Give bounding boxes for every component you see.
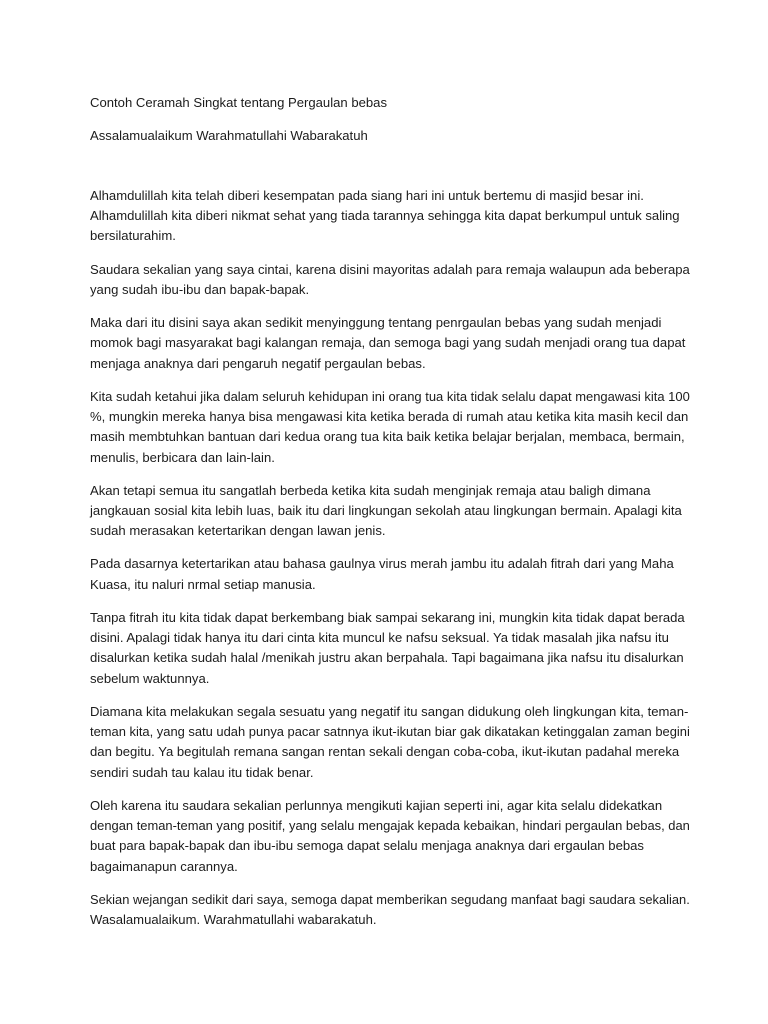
paragraph-line: jangkauan sosial kita lebih luas, baik itu dari lingkungan sekolah atau lingkungan bermain. Apalagi kita (90, 502, 682, 518)
paragraph-line: Pada dasarnya ketertarikan atau bahasa gaulnya virus merah jambu itu adalah fitrah dari yang Maha (90, 556, 674, 572)
paragraph-line: yang sudah ibu-ibu dan bapak-bapak. (90, 281, 310, 297)
paragraph-line: buat para bapak-bapak dan ibu-ibu semoga dapat selalu menjaga anaknya dari ergaulan bebas (90, 838, 644, 854)
paragraph (90, 608, 690, 689)
paragraph (90, 186, 690, 247)
greeting-line: Assalamualaikum Warahmatullahi Wabarakatuh (90, 127, 368, 143)
paragraph-line: disini. Apalagi tidak hanya itu dari cinta kita muncul ke nafsu seksual. Ya tidak masalah jika nafsu itu (90, 630, 669, 646)
paragraph-line: Kuasa, itu naluri nrmal setiap manusia. (90, 576, 316, 592)
paragraph-line: %, mungkin mereka hanya bisa mengawasi kita ketika berada di rumah atau ketika kita masih kecil dan (90, 408, 689, 424)
paragraph-line: dengan teman-teman yang positif, yang selalu mengajak kepada kebaikan, hindari pergaulan bebas, dan (90, 817, 690, 833)
paragraph-line: Oleh karena itu saudara sekalian perlunnya mengikuti kajian seperti ini, agar kita selalu didekatkan (90, 797, 663, 813)
paragraph (90, 313, 690, 374)
paragraph-line: Saudara sekalian yang saya cintai, karena disini mayoritas adalah para remaja walaupun ada beberapa (90, 261, 690, 277)
paragraph-line: dan begitu. Ya begitulah remana sangan rentan sekali dengan coba-coba, ikut-ikutan padahal mereka (90, 744, 680, 760)
paragraph (90, 796, 690, 877)
paragraph-line: disalurkan ketika sudah halal /menikah justru akan berpahala. Tapi bagaimana jika nafsu itu disalurkan (90, 650, 684, 666)
paragraph-line: Akan tetapi semua itu sangatlah berbeda ketika kita sudah menginjak remaja atau baligh dimana (90, 482, 651, 498)
paragraph-line: Maka dari itu disini saya akan sedikit menyinggung tentang penrgaulan bebas yang sudah menjadi (90, 314, 662, 330)
paragraph-line: Alhamdulillah kita telah diberi kesempatan pada siang hari ini untuk bertemu di masjid besar ini. (90, 187, 644, 203)
paragraph-line: bagaimanapun carannya. (90, 858, 238, 874)
paragraph-line: Wasalamualaikum. Warahmatullahi wabarakatuh. (90, 911, 377, 927)
paragraph (90, 702, 690, 783)
paragraph (90, 890, 690, 931)
paragraph-line: sebelum waktunnya. (90, 670, 210, 686)
paragraph (90, 260, 690, 301)
paragraph-line: masih membtuhkan bantuan dari kedua orang tua kita baik ketika belajar berjalan, membaca, bermain, (90, 429, 685, 445)
document-title: Contoh Ceramah Singkat tentang Pergaulan bebas (90, 95, 387, 110)
paragraph-list (90, 186, 690, 930)
paragraph-line: sendiri sudah tau kalau itu tidak benar. (90, 764, 314, 780)
paragraph-line: Alhamdulillah kita diberi nikmat sehat yang tiada tarannya sehingga kita dapat berkumpul untuk saling (90, 208, 680, 224)
paragraph-line: sudah merasakan ketertarikan dengan lawan jenis. (90, 523, 386, 539)
paragraph-line: teman kita, yang satu udah punya pacar satnnya ikut-ikutan biar gak dikatakan ketinggalan zaman begini (90, 724, 690, 739)
paragraph-line: Diamana kita melakukan segala sesuatu yang negatif itu sangan didukung oleh lingkungan kita, teman- (90, 703, 689, 719)
paragraph-line: menulis, berbicara dan lain-lain. (90, 449, 275, 465)
paragraph-line: Tanpa fitrah itu kita tidak dapat berkembang biak sampai sekarang ini, mungkin kita tidak dapat berada (90, 609, 685, 625)
paragraph-line: momok bagi masyarakat bagi kalangan remaja, dan semoga bagi yang sudah menjadi orang tua dapat (90, 335, 686, 351)
paragraph-line: Kita sudah ketahui jika dalam seluruh kehidupan ini orang tua kita tidak selalu dapat mengawasi kita 100 (90, 388, 690, 404)
paragraph (90, 387, 690, 468)
paragraph (90, 554, 690, 595)
document-body (90, 93, 690, 943)
paragraph-line: bersilaturahim. (90, 228, 176, 244)
paragraph (90, 481, 690, 542)
paragraph-line: menjaga anaknya dari pengaruh negatif pergaulan bebas. (90, 355, 426, 371)
paragraph-line: Sekian wejangan sedikit dari saya, semoga dapat memberikan segudang manfaat bagi saudara sekalian. (90, 891, 690, 907)
